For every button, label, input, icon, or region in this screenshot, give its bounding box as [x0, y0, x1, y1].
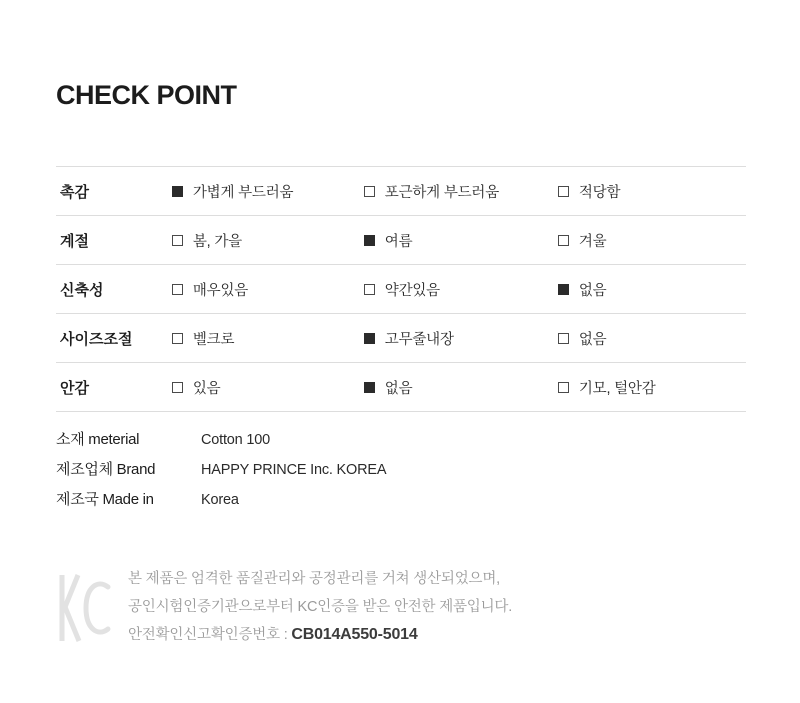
checkbox-icon[interactable] — [172, 186, 183, 197]
checkbox-icon[interactable] — [364, 333, 375, 344]
checkbox-icon[interactable] — [364, 284, 375, 295]
option-cell[interactable] — [172, 265, 364, 314]
kc-number: CB014A550-5014 — [291, 626, 418, 643]
kc-text — [128, 565, 512, 649]
option-cell[interactable] — [172, 216, 364, 265]
checkbox-icon[interactable] — [364, 186, 375, 197]
table-row — [56, 314, 746, 363]
option-cell[interactable] — [172, 167, 364, 216]
material-row — [56, 485, 386, 515]
option-label: 매우있음 — [192, 282, 249, 299]
material-key: 제조국 Made in — [56, 491, 154, 508]
kc-line-3 — [128, 621, 512, 649]
option-cell[interactable] — [172, 363, 364, 412]
option-label: 포근하게 부드러움 — [384, 184, 500, 201]
checkbox-icon[interactable] — [558, 186, 569, 197]
option-label: 겨울 — [578, 233, 607, 250]
kc-line-1: 본 제품은 엄격한 품질관리와 공정관리를 거쳐 생산되었으며, — [128, 571, 500, 587]
option-cell[interactable] — [558, 265, 746, 314]
option-cell[interactable] — [364, 265, 558, 314]
option-cell[interactable] — [172, 314, 364, 363]
option-label: 고무줄내장 — [384, 331, 454, 348]
page-title: CHECK POINT — [56, 80, 237, 110]
option-label: 기모, 털안감 — [578, 380, 656, 397]
kc-line-2: 공인시험인증기관으로부터 KC인증을 받은 안전한 제품입니다. — [128, 599, 513, 615]
material-value: Korea — [201, 492, 239, 508]
option-cell[interactable] — [558, 363, 746, 412]
material-info — [56, 425, 386, 515]
option-label: 벨크로 — [192, 331, 235, 348]
table-row — [56, 265, 746, 314]
option-label: 있음 — [192, 380, 221, 397]
option-cell[interactable] — [558, 314, 746, 363]
checkbox-icon[interactable] — [364, 382, 375, 393]
kc-number-label: 안전확인신고확인증번호 : — [128, 627, 292, 643]
check-point-table — [56, 166, 746, 412]
checkbox-icon[interactable] — [558, 382, 569, 393]
material-key: 제조업체 Brand — [56, 461, 156, 478]
option-cell[interactable] — [558, 216, 746, 265]
option-cell[interactable] — [364, 167, 558, 216]
row-label: 안감 — [60, 379, 89, 397]
material-row — [56, 455, 386, 485]
material-value: Cotton 100 — [201, 432, 270, 448]
option-label: 없음 — [384, 380, 413, 397]
table-row — [56, 216, 746, 265]
row-label: 사이즈조절 — [60, 330, 133, 348]
row-label: 촉감 — [60, 183, 89, 201]
option-label: 가볍게 부드러움 — [192, 184, 294, 201]
table-row — [56, 167, 746, 216]
checkbox-icon[interactable] — [558, 284, 569, 295]
option-label: 없음 — [578, 331, 607, 348]
checkbox-icon[interactable] — [172, 382, 183, 393]
option-label: 봄, 가을 — [192, 233, 242, 250]
option-cell[interactable] — [558, 167, 746, 216]
checkbox-icon[interactable] — [558, 235, 569, 246]
kc-mark-icon — [56, 571, 114, 645]
checkbox-icon[interactable] — [364, 235, 375, 246]
option-label: 약간있음 — [384, 282, 440, 299]
material-value: HAPPY PRINCE Inc. KOREA — [201, 462, 387, 478]
row-label: 신축성 — [60, 281, 104, 299]
option-label: 적당함 — [578, 184, 621, 201]
row-label: 계절 — [60, 232, 89, 250]
table-row — [56, 363, 746, 412]
option-label: 없음 — [578, 282, 607, 299]
checkbox-icon[interactable] — [172, 333, 183, 344]
option-cell[interactable] — [364, 216, 558, 265]
checkbox-icon[interactable] — [172, 284, 183, 295]
material-key: 소재 meterial — [56, 431, 140, 448]
checkbox-icon[interactable] — [558, 333, 569, 344]
kc-certification — [56, 565, 746, 649]
option-cell[interactable] — [364, 363, 558, 412]
option-cell[interactable] — [364, 314, 558, 363]
checkbox-icon[interactable] — [172, 235, 183, 246]
material-row — [56, 425, 386, 455]
option-label: 여름 — [384, 233, 413, 250]
